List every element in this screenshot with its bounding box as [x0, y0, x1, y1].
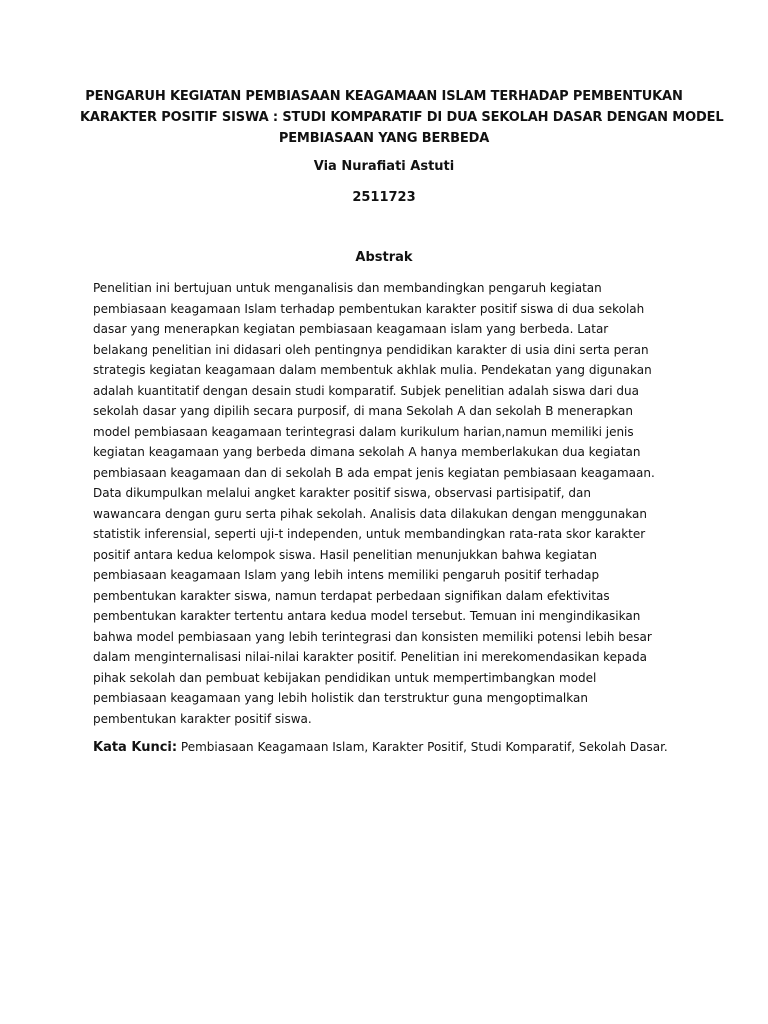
abstract-line: adalah kuantitatif dengan desain studi komparatif. Subjek penelitian adalah siswa dari dua — [93, 383, 639, 398]
abstract-line: pembentukan karakter siswa, namun terdapat perbedaan signifikan dalam efektivitas — [93, 588, 610, 603]
keywords — [93, 737, 713, 758]
abstract-line: positif antara kedua kelompok siswa. Hasil penelitian menunjukkan bahwa kegiatan — [93, 547, 597, 562]
abstract-line: pembentukan karakter positif siswa. — [93, 711, 312, 726]
title-line-1: PENGARUH KEGIATAN PEMBIASAAN KEAGAMAAN ISLAM TERHADAP PEMBENTUKAN — [85, 89, 683, 104]
abstract-line: dalam menginternalisasi nilai-nilai karakter positif. Penelitian ini merekomendasikan kepada — [93, 650, 647, 664]
abstract-line: strategis kegiatan keagamaan dalam membentuk akhlak mulia. Pendekatan yang digunakan — [93, 363, 652, 377]
abstract-line: model pembiasaan keagamaan terintegrasi dalam kurikulum harian,namun memiliki jenis — [93, 424, 634, 439]
abstract-line: pembiasaan keagamaan dan di sekolah B ada empat jenis kegiatan pembiasaan keagamaan. — [93, 465, 655, 480]
abstract-line: bahwa model pembiasaan yang lebih terintegrasi dan konsisten memiliki potensi lebih besar — [93, 629, 652, 644]
title-line-3: PEMBIASAAN YANG BERBEDA — [278, 131, 490, 146]
abstract-line: pembiasaan keagamaan yang lebih holistik dan terstruktur guna mengoptimalkan — [93, 691, 588, 705]
title-line-2: KARAKTER POSITIF SISWA : STUDI KOMPARATIF DI DUA SEKOLAH DASAR DENGAN MODEL — [80, 110, 724, 125]
abstract-line: dasar yang menerapkan kegiatan pembiasaan keagamaan islam yang berbeda. Latar — [93, 322, 609, 336]
keywords-label: Kata Kunci: — [93, 740, 178, 755]
abstract-line: kegiatan keagamaan yang berbeda dimana sekolah A hanya memberlakukan dua kegiatan — [93, 445, 641, 459]
abstract-line: Penelitian ini bertujuan untuk menganalisis dan membandingkan pengaruh kegiatan — [93, 281, 602, 295]
document-title — [80, 86, 724, 149]
student-id: 2511723 — [352, 190, 416, 205]
abstract-line: statistik inferensial, seperti uji-t independen, untuk membandingkan rata-rata skor karakter — [93, 527, 646, 541]
abstract-line: pembiasaan keagamaan Islam terhadap pembentukan karakter positif siswa di dua sekolah — [93, 301, 645, 316]
abstract-line: pihak sekolah dan pembuat kebijakan pendidikan untuk mempertimbangkan model — [93, 670, 597, 685]
abstract-heading: Abstrak — [355, 250, 413, 265]
author-name: Via Nurafiati Astuti — [313, 159, 455, 174]
abstract-line: sekolah dasar yang dipilih secara purposif, di mana Sekolah A dan sekolah B menerapkan — [93, 404, 633, 418]
abstract-line: pembentukan karakter tertentu antara kedua model tersebut. Temuan ini mengindikasikan — [93, 609, 641, 623]
abstract-line: pembiasaan keagamaan Islam yang lebih intens memiliki pengaruh positif terhadap — [93, 568, 600, 582]
abstract-line: Data dikumpulkan melalui angket karakter positif siswa, observasi partisipatif, dan — [93, 486, 591, 500]
abstract-line: belakang penelitian ini didasari oleh pentingnya pendidikan karakter di usia dini serta peran — [93, 342, 649, 357]
keywords-text: Pembiasaan Keagamaan Islam, Karakter Positif, Studi Komparatif, Sekolah Dasar. — [177, 740, 668, 754]
abstract-body — [93, 278, 693, 729]
abstract-line: wawancara dengan guru serta pihak sekolah. Analisis data dilakukan dengan menggunakan — [93, 506, 647, 521]
